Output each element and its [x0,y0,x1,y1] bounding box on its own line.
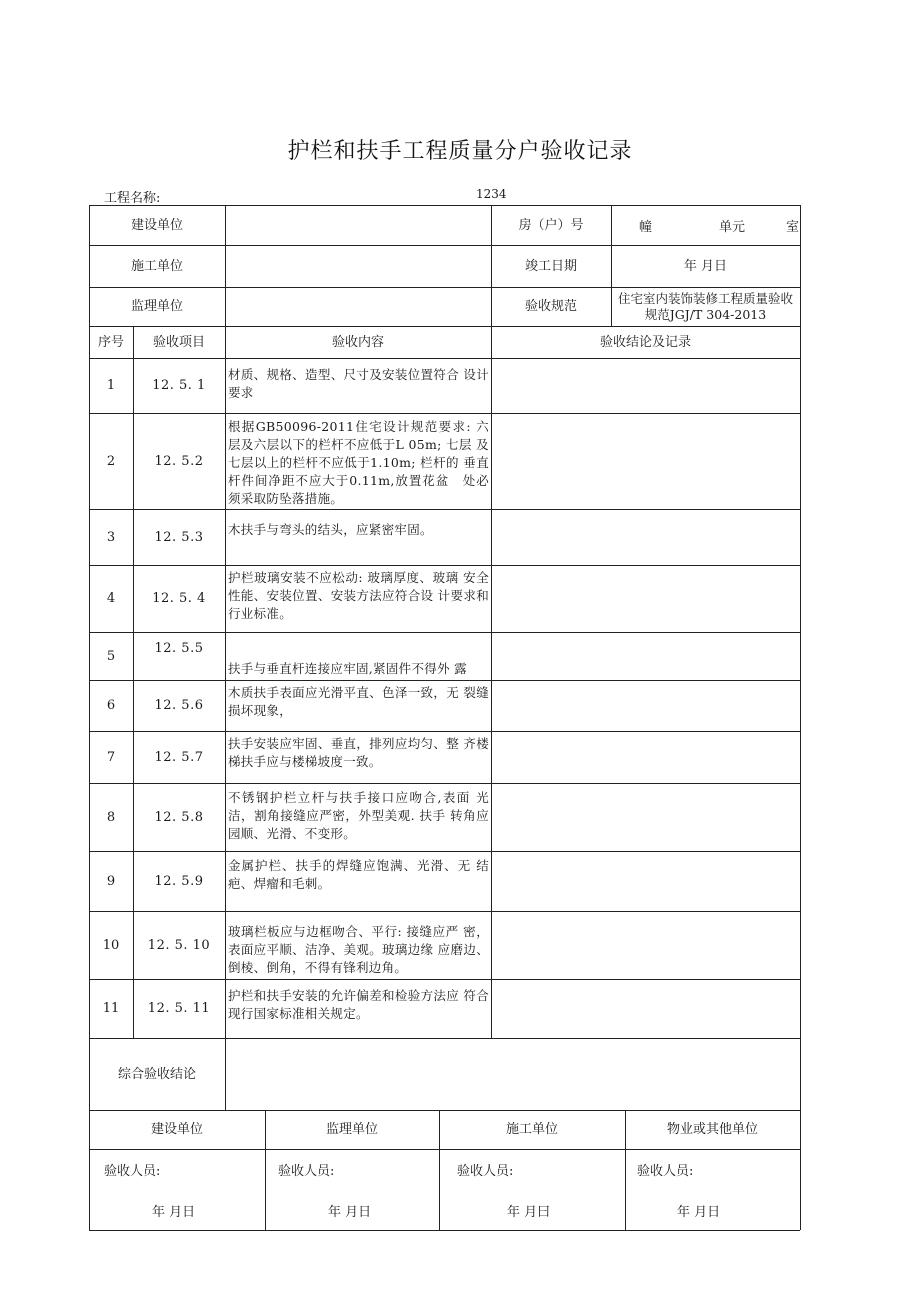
conclusion-label: 综合验收结论 [117,1066,196,1082]
conclusion-field[interactable] [225,1038,800,1110]
row-item-code: 12. 5. 11 [147,1001,211,1016]
row-content: 不锈钢护栏立杆与扶手接口应吻合,表面 光洁，割角接缝应严密，外型美观. 扶手 转角应园顺、光滑、不变形。 [228,790,489,841]
sign-date-property[interactable]: 年 月日 [677,1205,721,1220]
row-number: 5 [106,648,116,664]
house-no-building: 幢 [639,220,653,235]
col-no-header: 序号 [97,334,124,350]
table-rule [89,287,800,288]
table-rule [89,413,800,414]
construct-unit-label: 施工单位 [130,258,183,274]
row-content: 根据GB50096-2011住宅设计规范要求: 六 层及六层以下的栏杆不应低于L 05m; 七层 及七层以上的栏杆不应低于1.10m; 栏杆的 垂直杆件间净距不应大于0.11m,放置花盆 处必须采取防坠落措施。 [228,419,489,506]
sign-unit-construct: 施工单位 [505,1122,558,1137]
page-title: 护栏和扶手工程质量分户验收记录 [287,139,633,164]
row-result-field[interactable] [491,632,800,680]
row-number: 1 [106,378,116,393]
row-result-field[interactable] [491,911,800,979]
table-rule [89,1149,800,1150]
row-result-field[interactable] [491,565,800,632]
table-rule [89,1038,800,1039]
row-result-field[interactable] [491,851,800,911]
table-rule [225,205,226,1110]
col-item-header: 验收项目 [152,334,205,350]
row-content: 金属护栏、扶手的焊缝应饱满、光滑、无 结疤、焊瘤和毛刺。 [228,858,489,891]
house-no-unit: 单元 [719,220,746,235]
table-rule [89,680,800,681]
row-content: 玻璃栏板应与边框吻合、平行: 接缝应严 密，表面应平顺、洁净、美观。玻璃边缘 应磨边、倒棱、倒角，不得有锋利边角。 [228,924,489,975]
row-number: 2 [106,453,116,469]
row-result-field[interactable] [491,979,800,1038]
construct-unit-value[interactable] [225,245,491,287]
project-name-label: 工程名称: [104,191,161,206]
row-result-field[interactable] [491,731,800,783]
row-number: 9 [106,873,116,889]
table-rule [611,205,612,326]
sign-person-build[interactable]: 验收人员: [104,1164,161,1179]
supervise-unit-value[interactable] [225,287,491,326]
sign-person-supervise[interactable]: 验收人员: [278,1164,335,1179]
sign-unit-property: 物业或其他单位 [666,1122,758,1137]
table-rule [89,1110,800,1111]
row-result-field[interactable] [491,358,800,413]
supervise-unit-label: 监理单位 [130,299,183,314]
build-unit-label: 建设单位 [130,217,183,233]
row-item-code: 12. 5.9 [154,873,204,889]
row-result-field[interactable] [491,509,800,565]
row-number: 10 [102,937,120,953]
spec-value: 住宅室内装饰装修工程质量验收规范JGJ/T 304-2013 [617,290,793,322]
row-result-field[interactable] [491,413,800,509]
row-content: 护栏和扶手安装的允许偏差和检验方法应 符合现行国家标准相关规定。 [228,988,489,1021]
table-rule [89,509,800,510]
row-content: 材质、规格、造型、尺寸及安装位置符合 设计要求 [228,367,489,400]
sign-date-build[interactable]: 年 月日 [152,1205,196,1220]
sign-person-construct[interactable]: 验收人员: [457,1164,514,1179]
row-item-code: 12. 5.3 [154,529,204,545]
table-rule [491,205,492,1038]
sign-date-supervise[interactable]: 年 月日 [328,1205,372,1220]
build-unit-value[interactable] [225,205,491,245]
row-item-code: 12. 5.7 [154,749,204,765]
table-rule [89,911,800,912]
row-item-code: 12. 5.5 [154,640,204,656]
row-number: 6 [106,698,116,713]
row-result-field[interactable] [491,783,800,851]
house-no-label: 房（户）号 [518,217,584,233]
table-rule [89,851,800,852]
row-content: 护栏玻璃安装不应松动: 玻璃厚度、玻璃 安全性能、安装位置、安装方法应符合设 计要求和行业标准。 [228,570,489,621]
table-rule [133,326,134,1038]
row-item-code: 12. 5.6 [154,698,204,713]
complete-date-label: 竣工日期 [524,258,577,274]
spec-label: 验收规范 [524,299,577,314]
project-name-value: 1234 [476,187,507,201]
row-content: 扶手与垂直杆连接应牢固,紧固件不得外 露 [228,661,467,676]
table-rule [625,1110,626,1230]
row-number: 3 [106,529,116,545]
row-item-code: 12. 5. 10 [147,937,211,953]
table-rule [89,783,800,784]
table-rule [89,326,800,327]
row-item-code: 12. 5. 1 [152,378,206,393]
sign-unit-build: 建设单位 [150,1122,203,1137]
table-rule [800,205,801,1230]
table-rule [89,1230,800,1231]
row-item-code: 12. 5.8 [154,809,204,825]
table-rule [439,1110,440,1230]
house-no-value[interactable] [611,205,800,245]
table-rule [89,205,90,1230]
table-rule [89,358,800,359]
row-result-field[interactable] [491,680,800,731]
row-number: 4 [106,591,116,606]
table-rule [89,565,800,566]
house-no-room: 室 [786,220,800,235]
sign-person-property[interactable]: 验收人员: [637,1164,694,1179]
table-rule [265,1110,266,1230]
row-content: 扶手安装应牢固、垂直，排列应均匀、整 齐楼梯扶手应与楼梯坡度一致。 [228,736,489,769]
col-result-header: 验收结论及记录 [599,334,691,350]
row-content: 木质扶手表面应光滑平直、色泽一致，无 裂缝损坏现象， [228,685,489,718]
table-rule [89,245,800,246]
row-number: 7 [106,749,116,765]
col-content-header: 验收内容 [331,334,384,350]
row-item-code: 12. 5. 4 [152,591,206,606]
table-rule [89,632,800,633]
complete-date-value[interactable]: 年 月日 [683,258,728,274]
sign-date-construct[interactable]: 年 月曰 [507,1205,551,1220]
row-item-code: 12. 5.2 [154,453,204,469]
row-content: 木扶手与弯头的结头，应紧密牢固。 [228,522,433,537]
row-number: 11 [102,1001,120,1016]
table-rule [89,205,800,206]
table-rule [89,731,800,732]
row-number: 8 [106,809,116,825]
sign-unit-supervise: 监理单位 [325,1122,378,1137]
table-rule [89,979,800,980]
